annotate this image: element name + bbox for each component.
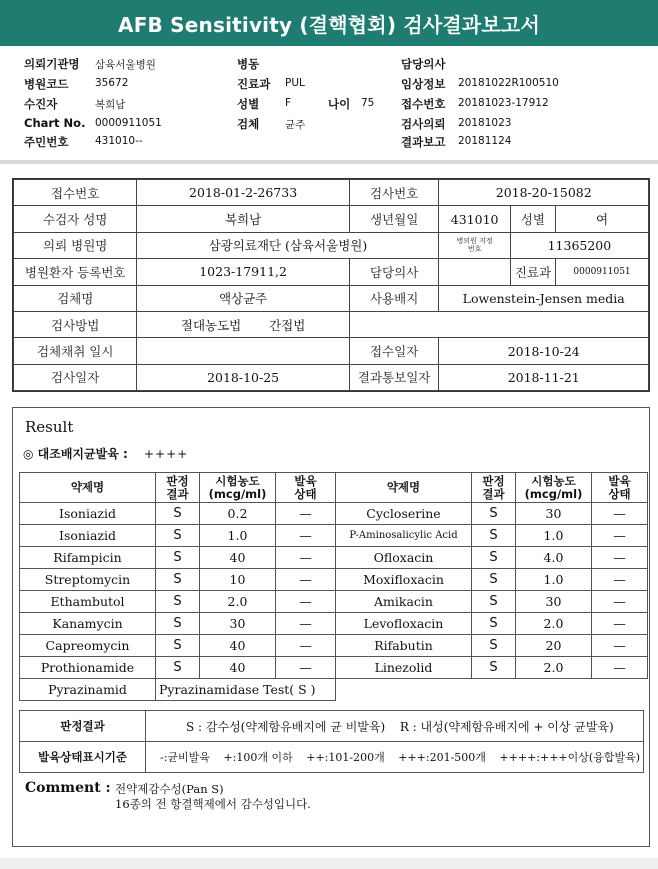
doctor-label: 담당의사	[401, 57, 446, 71]
drug-concentration: 0.2	[200, 503, 276, 525]
form-method-2: 간접법	[269, 317, 306, 333]
header-drug-left: 약제명	[20, 473, 156, 503]
hospital-code-value: 35672	[95, 77, 129, 89]
legend-g1: +:100개 이하	[223, 751, 293, 764]
drug-result: S	[472, 591, 516, 613]
form-method-1: 절대농도법	[180, 317, 242, 333]
form-name-label: 수검자 성명	[14, 206, 137, 232]
drug-result: S	[472, 569, 516, 591]
drug-name: Capreomycin	[20, 635, 156, 657]
ward-label: 병동	[237, 57, 260, 71]
table-row	[20, 635, 648, 657]
form-method-label: 검사방법	[14, 311, 137, 337]
drug-name: Ofloxacin	[336, 547, 472, 569]
drug-name: Moxifloxacin	[336, 569, 472, 591]
drug-growth: —	[592, 569, 648, 591]
table-row	[20, 525, 648, 547]
form-sex-value: 여	[556, 206, 649, 232]
divider	[0, 160, 658, 164]
control-growth-value: ++++	[143, 447, 189, 461]
drug-growth: —	[592, 525, 648, 547]
drug-result: S	[156, 635, 200, 657]
drug-concentration: 40	[200, 547, 276, 569]
form-collect-label: 검체채취 일시	[14, 338, 137, 364]
drug-concentration: 2.0	[516, 613, 592, 635]
drug-name: Isoniazid	[20, 525, 156, 547]
header-growth-left	[276, 473, 336, 503]
drug-growth: —	[592, 657, 648, 679]
form-sex-label: 성별	[510, 206, 555, 232]
specimen-value: 균주	[285, 119, 306, 131]
form-designated-label: 병의원 지정번호	[456, 236, 493, 253]
report-title: AFB Sensitivity (결핵협회) 검사결과보고서	[0, 0, 658, 46]
form-doctor-label: 담당의사	[349, 259, 439, 285]
drug-concentration: 1.0	[516, 525, 592, 547]
drug-growth: —	[276, 503, 336, 525]
form-resultdate-value: 2018-11-21	[439, 364, 649, 390]
header-drug-right: 약제명	[336, 473, 472, 503]
drug-result: S	[472, 613, 516, 635]
header-conc-1: 시험농도	[531, 473, 576, 488]
legend-judge-s: S : 감수성(약제함유배지에 균 비발육)	[186, 719, 386, 734]
control-growth-label: ◎ 대조배지균발육 :	[23, 447, 128, 461]
form-dept-label: 진료과	[510, 259, 555, 285]
form-accept-label: 접수일자	[349, 338, 439, 364]
legend-judge-label: 판정결과	[20, 711, 146, 742]
drug-concentration: 20	[516, 635, 592, 657]
header-conc-1: 시험농도	[215, 473, 260, 488]
patient-info-panel	[0, 52, 658, 156]
dept-value: PUL	[285, 77, 305, 89]
drug-result: S	[472, 547, 516, 569]
drug-result: S	[472, 657, 516, 679]
drug-concentration: 40	[200, 635, 276, 657]
form-medium-label: 사용배지	[349, 285, 439, 311]
drug-name: Isoniazid	[20, 503, 156, 525]
drug-result: S	[156, 569, 200, 591]
drug-name: Rifampicin	[20, 547, 156, 569]
form-specimen-value: 액상균주	[137, 285, 349, 311]
drug-name: Pyrazinamid	[20, 679, 156, 701]
drug-result: S	[472, 635, 516, 657]
sex-label: 성별	[237, 97, 260, 111]
legend-g2: ++:101-200개	[306, 751, 385, 764]
header-judge-right	[472, 473, 516, 503]
drug-concentration: 1.0	[516, 569, 592, 591]
header-judge-1: 판정	[482, 473, 505, 488]
form-accept-value: 2018-10-24	[439, 338, 649, 364]
form-test-no-value: 2018-20-15082	[439, 180, 649, 206]
form-dept-value: 0000911051	[556, 259, 649, 285]
form-resultdate-label: 결과통보일자	[349, 364, 439, 390]
receipt-label: 접수번호	[401, 97, 446, 111]
form-test-no-label: 검사번호	[349, 180, 439, 206]
clinical-value: 20181022R100510	[458, 77, 559, 89]
legend-g3: +++:201-500개	[398, 751, 486, 764]
header-growth-1: 발육	[608, 473, 631, 488]
form-specimen-label: 검체명	[14, 285, 137, 311]
drug-name: Prothionamide	[20, 657, 156, 679]
table-row	[20, 657, 648, 679]
request-value: 20181023	[458, 117, 512, 129]
drug-concentration: 10	[200, 569, 276, 591]
drug-growth: —	[592, 591, 648, 613]
header-conc-2: (mcg/ml)	[208, 486, 267, 501]
form-receipt-value: 2018-01-2-26733	[137, 180, 349, 206]
table-row	[20, 613, 648, 635]
table-row	[20, 547, 648, 569]
drug-growth: —	[276, 525, 336, 547]
legend-growth-label: 발육상태표시기준	[20, 742, 146, 773]
legend-g4: ++++:+++이상(융합발육)	[499, 751, 640, 764]
form-name-value: 복희남	[137, 206, 349, 232]
drug-growth: —	[276, 613, 336, 635]
comment-line-1: 전약제감수성(Pan S)	[115, 782, 224, 796]
header-judge-2: 결과	[482, 486, 505, 501]
drug-name: Cycloserine	[336, 503, 472, 525]
form-receipt-label: 접수번호	[14, 180, 137, 206]
header-growth-1: 발육	[294, 473, 317, 488]
drug-result: S	[156, 547, 200, 569]
report-value: 20181124	[458, 135, 512, 147]
drug-name: Amikacin	[336, 591, 472, 613]
drug-growth: —	[276, 547, 336, 569]
drug-result: S	[156, 503, 200, 525]
pyrazinamidase-test: Pyrazinamidase Test( S )	[156, 679, 336, 701]
drug-name: Streptomycin	[20, 569, 156, 591]
drug-growth: —	[276, 657, 336, 679]
legend-judge-r: R : 내성(약제함유배지에 + 이상 균발육)	[399, 719, 614, 734]
form-method-cell	[137, 311, 349, 337]
drug-growth: —	[276, 569, 336, 591]
resident-label: 주민번호	[24, 135, 69, 149]
drug-result: S	[156, 525, 200, 547]
table-row	[20, 503, 648, 525]
drug-result: S	[156, 657, 200, 679]
age-value: 75	[361, 97, 375, 109]
request-form	[12, 178, 650, 392]
chart-label: Chart No.	[24, 116, 86, 130]
clinical-label: 임상정보	[401, 77, 446, 91]
header-conc-left	[200, 473, 276, 503]
drug-name: P-Aminosalicylic Acid	[336, 525, 472, 547]
form-hospital-label: 의뢰 병원명	[14, 232, 137, 258]
form-dob-label: 생년월일	[349, 206, 439, 232]
drug-concentration: 1.0	[200, 525, 276, 547]
patient-value: 복희남	[95, 99, 126, 111]
drug-result: S	[472, 503, 516, 525]
drug-growth: —	[592, 547, 648, 569]
drug-growth: —	[592, 503, 648, 525]
control-growth	[23, 445, 188, 462]
drug-result: S	[472, 525, 516, 547]
form-testdate-value: 2018-10-25	[137, 364, 349, 390]
comment-line-2: 16종의 전 항결핵제에서 감수성입니다.	[115, 797, 311, 811]
receipt-value: 20181023-17912	[458, 97, 549, 109]
header-growth-right	[592, 473, 648, 503]
specimen-label: 검체	[237, 117, 260, 131]
legend-table	[19, 710, 644, 773]
header-conc-2: (mcg/ml)	[524, 486, 583, 501]
drug-growth: —	[592, 635, 648, 657]
header-conc-right	[516, 473, 592, 503]
dept-label: 진료과	[237, 77, 271, 91]
header-judge-1: 판정	[166, 473, 189, 488]
age-label: 나이	[328, 97, 351, 111]
drug-concentration: 4.0	[516, 547, 592, 569]
form-doctor-value	[439, 259, 510, 285]
table-row	[20, 569, 648, 591]
institution-value: 삼육서울병원	[95, 59, 156, 71]
table-row	[20, 591, 648, 613]
form-testdate-label: 검사일자	[14, 364, 137, 390]
form-dob-value: 431010	[439, 206, 510, 232]
drug-result: S	[156, 613, 200, 635]
drug-concentration: 40	[200, 657, 276, 679]
drug-growth: —	[592, 613, 648, 635]
drug-concentration: 30	[516, 503, 592, 525]
resident-value: 431010--	[95, 135, 143, 147]
institution-label: 의뢰기관명	[24, 57, 80, 71]
drug-concentration: 2.0	[516, 657, 592, 679]
result-title: Result	[25, 418, 74, 436]
header-growth-2: 상태	[608, 486, 631, 501]
hospital-code-label: 병원코드	[24, 77, 69, 91]
drug-growth: —	[276, 635, 336, 657]
drug-name: Kanamycin	[20, 613, 156, 635]
header-judge-2: 결과	[166, 486, 189, 501]
legend-g0: -:균비발육	[160, 751, 210, 764]
drug-name: Linezolid	[336, 657, 472, 679]
request-label: 검사의뢰	[401, 117, 446, 131]
drug-name: Ethambutol	[20, 591, 156, 613]
sex-value: F	[285, 97, 292, 109]
drug-growth: —	[276, 591, 336, 613]
form-hospital-value: 삼광의료재단 (삼육서울병원)	[137, 232, 439, 258]
comment-label: Comment :	[25, 780, 111, 796]
drug-sensitivity-table	[19, 472, 648, 701]
result-section	[12, 407, 650, 847]
footer-bar	[0, 858, 658, 869]
drug-name: Rifabutin	[336, 635, 472, 657]
drug-concentration: 2.0	[200, 591, 276, 613]
chart-value: 0000911051	[95, 117, 162, 129]
drug-name: Levofloxacin	[336, 613, 472, 635]
patient-label: 수진자	[24, 97, 58, 111]
header-growth-2: 상태	[294, 486, 317, 501]
comment-text	[115, 782, 311, 812]
form-reg-label: 병원환자 등록번호	[14, 259, 137, 285]
drug-concentration: 30	[200, 613, 276, 635]
report-label: 결과보고	[401, 135, 446, 149]
drug-concentration: 30	[516, 591, 592, 613]
table-row	[20, 679, 648, 701]
form-medium-value: Lowenstein-Jensen media	[439, 285, 649, 311]
form-reg-value: 1023-17911,2	[137, 259, 349, 285]
header-judge-left	[156, 473, 200, 503]
drug-result: S	[156, 591, 200, 613]
form-collect-value	[137, 338, 349, 364]
form-designated-value: 11365200	[510, 232, 648, 258]
